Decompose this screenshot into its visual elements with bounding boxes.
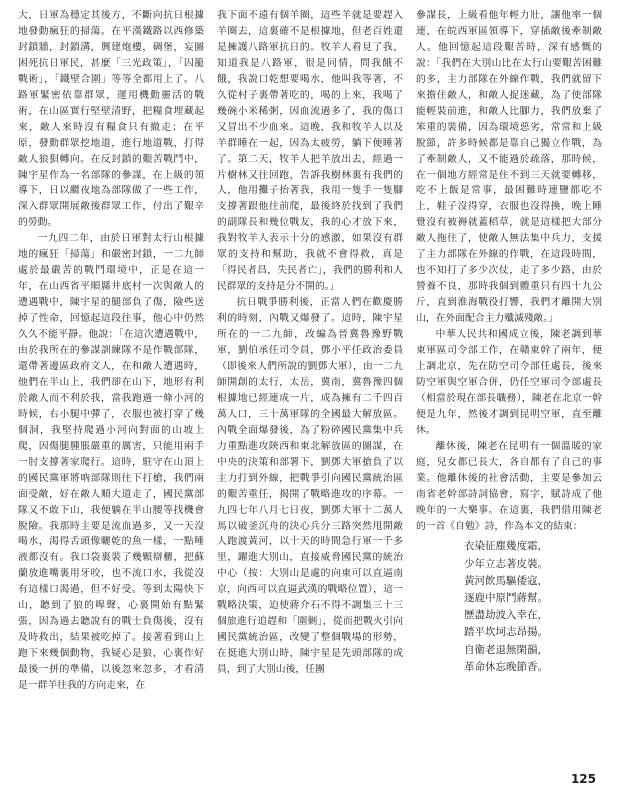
article-paragraph: 一九四二年，由於日軍對太行山根據地的瘋狂「掃蕩」和嚴密封鎖，一二九師處於最嚴苦的戰鬥環境中，正是在這一年，在山西省平順縣井底村一次與敵人的遭遇戰中，陳宇星的腿部負了傷，險些送掉了性命，回憶起這段往事，他心中仍然久久不能平靜。他說：「在這次遭遇戰中，由於我所在的參謀訓練隊不是作戰部隊，還帶著邊區政府文人，在和敵人遭遇時，他們在半山上，我們卻在山下，地形有利於敵人而不利於我，當我跑過一條小河的時候，右小腿中彈了，衣服也被打穿了幾個洞，我堅持爬過小河向對面的山坡上爬，因傷腿腫脹嚴重的厲害，只能用兩手一肘支撐著家爬行。這時，駐守在山頂上的國民黨軍將吶部隊則往下打槍，我們兩面受敵，好在敵人順大道走了，國民黨部隊又不敢下山，我便躺在半山腰等找機會脫險。我那時主要是流血過多，又一天沒喝水，渴得舌頭像曬乾的魚一樣，一點唾液都沒有。我口袋裏裝了幾顆辯櫃，把蘇蘭放進嘴裏用牙咬，也不流口水，我從沒有這樣口渴過，但不好受。等到太陽快下山，聽到了狼的嗥聲，心裏開始有點緊張，因為過去聽說有的戰士負傷後，沒有及時救出，結果被吃掉了。接著看到山上跑下來幾個動物，我疑心是狼，心裏作好最後一拼的準備，以後忽來忽多，才看清是一群羊往我的方向走來，在	[18, 233, 204, 692]
poem-line: 革命休忘晚節香。	[464, 660, 548, 673]
article-paragraph: 抗日戰爭勝利後，正當人們在歡慶勝利的時刻，內戰又爆發了。這時，陳宇星所在的一二九師，改編為晉冀魯豫野戰軍，劉伯承任司令員，鄧小平任政治委員（即後來人們所說的劉鄧大軍），由一二九師開創的太行，太岳，冀南，冀魯豫四個根據地已經連成一片，成為擁有二千四百萬人口，三十萬軍隊的全國最大解放區。內戰全面爆發後，為了粉碎國民黨集中兵力重點進攻陝西和東北解放區的圖謀，在中央的決策和部署下，劉鄧大軍搶負了以主力打到外線，把戰爭引向國民黨統治區的艱苦重任，揭開了戰略進攻的序幕。一九四七年八月七日夜，劉鄧大軍十二萬人馬以破釜沉舟的決心兵分三路突然甩開敵人跑渡黃河，以十天的時間急行軍一千多里，躍進大別山，直接威脅國民黨的統治中心（按：大別山是處的向東可以直逼南京，向西可以直逼武漢的戰略位置），這一戰略決策，迫使蔣介石不得不調集三十三個旅進行追趕和「圍剿」，從而把戰火引向國民黨統治區，改變了整個戰場的形勢，在挺進大別山時，陳宇星是先頭部隊的成員，到了大別山後，任團	[217, 297, 403, 676]
poem-line: 衣染征塵幾度霜，	[464, 540, 548, 553]
article-paragraph: 中華人民共和國成立後，陳老調到華東軍區司令部工作，在贛東幹了兩年，便上調北京，先在防空司令部任處長，後來防空軍與空軍合併，仍任空軍司令部處長（相當於現在部長職務），陳老在北京一幹便是九年，然後才調到昆明空軍，直至離休。	[416, 329, 602, 436]
poem-line: 踏平坎坷志昂揚。	[464, 626, 548, 639]
article-column-1	[18, 8, 204, 750]
article-paragraph: 離休後，陳老在昆明有一個溫暖的家庭，兒女都已長大，各自都有了自己的事業。他離休後的社會活動，主要是參加云南省老幹部詩詞協會，寫字，賦詩成了他晚年的一大樂事。在這裏，我們借用陳老的一首《自勉》詩，作為本文的結束：	[416, 440, 602, 532]
article-paragraph: 大，日軍為穩定其後方，不斷向抗日根據地發動瘋狂的掃蕩。在平漢鐵路以西修築封鎖牆，封鎖溝，興建炮樓，碉堡，妄圖困死抗日軍民，甚麼「三光政策」，「囚籠戰術」，「鐵壁合圍」等等全都用上了。八路軍緊密依靠群眾，運用機動靈活的戰術，在山區實行堅壁清野，把糧食埋藏起來，敵人來時沒有糧食只有撤走；在平原，發動群眾挖地道，進行地道戰，打得敵人狼狽轉向。在反封鎖的艱苦戰鬥中，陳宇星作為一名部隊的參謀，在上級的領導下，日以繼夜地為部隊做了一些工作，深入群眾開展敵後群眾工作，付出了艱辛的勞動。	[18, 10, 204, 229]
article-column-2	[217, 8, 403, 750]
poem-line: 逐鹿中原鬥蔣幫。	[464, 592, 548, 605]
article-paragraph: 我下面不遠有個羊圈，這些羊就是要趕入羊圈去，這裏確不是根據地，但老百姓還是擁護八路軍抗日的。牧羊人看見了我，知道我是八路軍，很是同情，問我餓不餓，我說口乾想要喝水，他叫我等著，不久從村子裏帶著吃的，喝的上來，我喝了幾碗小米稀粥，因血流過多了，我的傷口又冒出不少血來。這晚，我和牧羊人以及羊群睡在一起，因為太疲勞，躺下便睡著了。第二天，牧羊人把羊放出去，經過一片樹林又往回跑，告訴我樹林裏有我們的人，他用攤子抬著我，我用一隻手一隻腳支撐著跟他往前爬，最後終於找到了我們的副隊長和幾位戰友，我的心才放下來，我對牧羊人表示十分的感激，如果沒有群眾的支持和幫助，我就不會得救，真是「得民者昌，失民者亡」，我們的勝利和人民群眾的支持是分不開的。」	[217, 10, 403, 293]
article-column-3-paragraphs	[416, 8, 602, 534]
poem-line: 歷盡劫波入幸在，	[464, 609, 548, 622]
article-paragraph: 參謀長，上級看他年輕力壯，讓他率一個連，在皖西軍區領導下，穿插敵後牽制敵人。他回憶起這段艱苦時，深有感慨的說：「我們在大別山比在太行山要艱苦困難的多，主力部隊在外線作戰，我們就留下來擔住敵人，和敵人捉迷藏，為了使部隊能輕裝前進，和敵人比腳力，我們放棄了笨重的裝備，因為環境惡劣，常常和上級脫節，許多時候都是靠自己獨立作戰，為了牽制敵人，又不能過於疏落，那時候，在一個地方經常是住不到三天就要轉移，吃不上飯是常事，最困難時連鹽都吃不上，鞋子沒得穿，衣服也沒得換，晚上睡覺沒有被褥就蓋稻草，就是這樣把大部分敵人拖住了，使敵人無法集中兵力，支援了主力部隊在外線的作戰，在這段時間，也不知打了多少次仗，走了多少路，由於營養不良，那時我個到體重只有四十九公斤，直到淮海戰役打響，我們才離開大別山，在外面配合主力殲滅殘敵。」	[416, 10, 602, 325]
poem-line: 黃河飲馬驅倭寇，	[464, 574, 548, 587]
page-number: 125	[570, 772, 596, 786]
poem-zimian	[416, 538, 602, 676]
poem-line: 少年立志著皮裝。	[464, 557, 548, 570]
poem-line: 自衛老退無閑韻，	[464, 643, 548, 656]
article-column-3	[416, 8, 602, 750]
